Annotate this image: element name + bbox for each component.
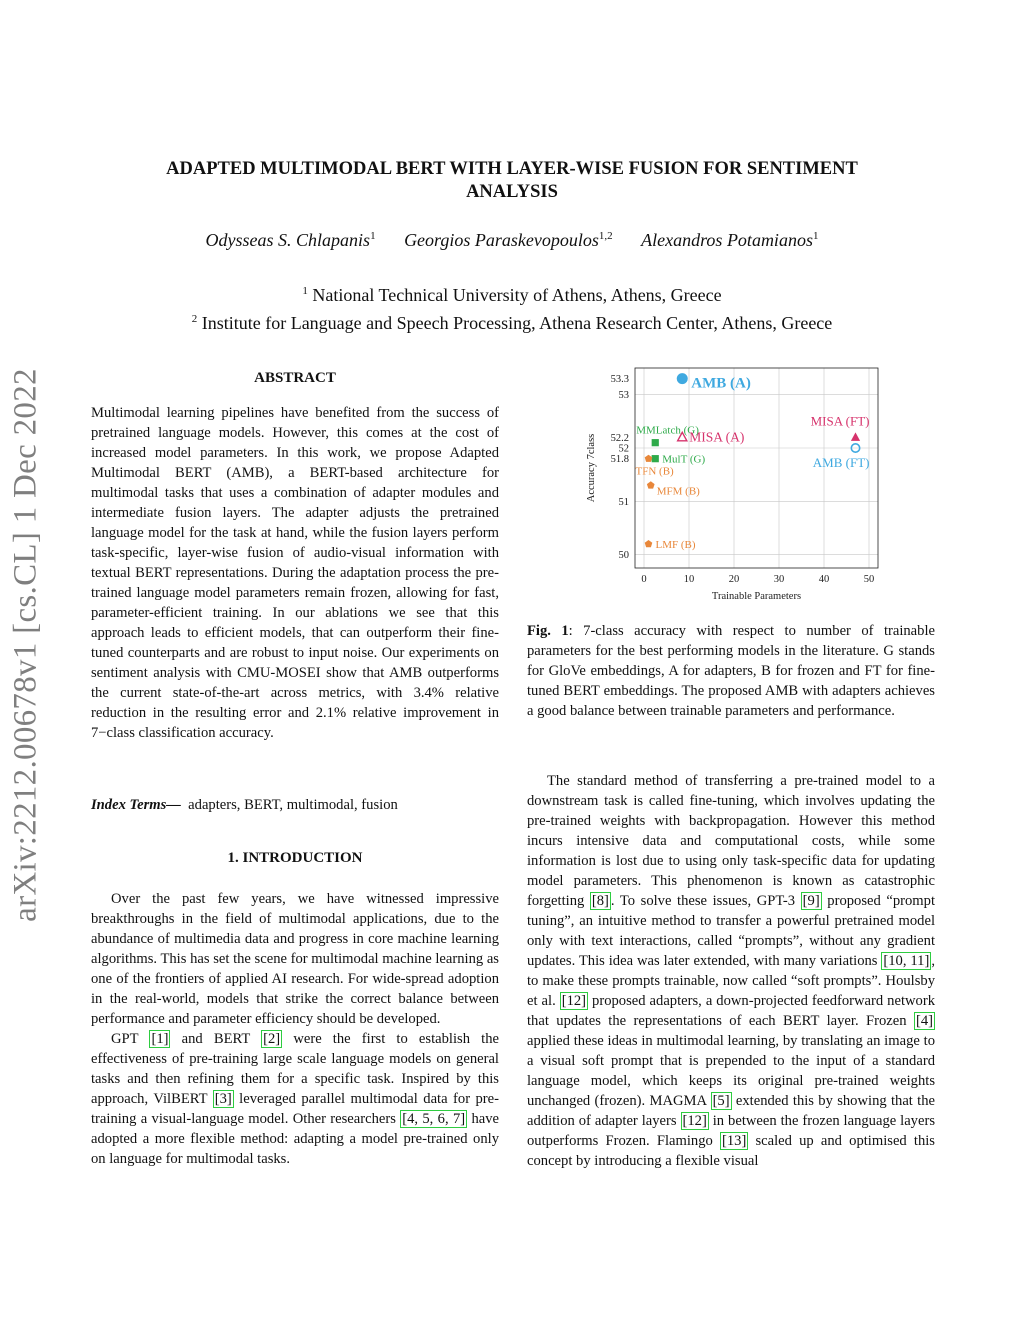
citation-link[interactable]: [4, 5, 6, 7]: [402, 1111, 466, 1127]
intro-heading: 1. INTRODUCTION: [227, 850, 363, 866]
citation-link[interactable]: [3]: [214, 1091, 232, 1107]
data-point-label: MFM (B): [656, 485, 700, 498]
affiliation: $^2$ Institute for Language and Speech Processing, Athena Research Center, Athens, Greece: [191, 313, 833, 333]
author: Odysseas S. Chlapanis$^1$: [205, 230, 376, 250]
x-tick-label: 10: [683, 574, 695, 585]
abstract-text: Multimodal learning pipelines have benefited from the success of pretrained language models. However, this comes at the cost of increased model parameters. In this work, we propose Adapted Multimodal BERT (AMB), a BERT-based architecture for multimodal tasks that uses a combination of adapter modules and intermediate fusion layers. The adapter adjusts the pretrained language model for the task at hand, while the fusion layers perform task-specific, layer-wise fusion of audio-visual information with textual BERT representations. During the adaptation process the pre-trained language model parameters remain frozen, allowing for fast, parameter-efficient training. In our ablations we see that this approach leads to efficient models, that can outperform their fine-tuned counterparts and are robust to input noise. Our experiments on sentiment analysis with CMU-MOSEI show that AMB outperforms the current state-of-the-art across metrics, with 3.4% relative reduction in the resulting error and 2.1% relative improvement in 7−class classification accuracy.: [91, 405, 499, 741]
figure-caption: Fig. 1: 7-class accuracy with respect to number of trainable parameters for the best performing models in the literature. G stands for GloVe embeddings, A for adapters, B for frozen and FT for fine-tuned BERT embeddings. The proposed AMB with adapters achieves a good balance between trainable parameters and performance.: [527, 623, 935, 719]
citation-link[interactable]: [8]: [591, 893, 609, 909]
data-point: [652, 439, 659, 446]
affiliation: $^1$ National Technical University of Athens, Athens, Greece: [302, 285, 722, 305]
citation-link[interactable]: [9]: [802, 893, 820, 909]
y-tick-label: 52: [618, 443, 629, 455]
arxiv-watermark: arXiv:2212.00678v1 [cs.CL] 1 Dec 2022: [7, 368, 44, 922]
intro-body: [91, 889, 499, 1169]
citation-link[interactable]: [1]: [151, 1031, 169, 1047]
x-tick-label: 50: [863, 574, 875, 585]
data-point: [677, 373, 688, 384]
intro-paragraph-2: GPT [1] and BERT [2] were the first to establish the effectiveness of pre-training large scale language models on general tasks and then refining them for a specific task. Inspired by this approach, VilBERT [3] leveraged parallel multimodal data for pre-training a visual-language model. Other researchers [4, 5, 6, 7] have adopted a more flexible method: adapting a model pre-trained only on language for multimodal tasks.: [91, 1031, 500, 1167]
data-point: [851, 432, 860, 441]
x-tick-label: 40: [818, 574, 830, 585]
author: Alexandros Potamianos$^1$: [641, 230, 819, 250]
y-tick-label: 51.8: [610, 454, 629, 466]
index-terms: Index Terms— adapters, BERT, multimodal, fusion: [91, 797, 398, 813]
y-tick-label: 53: [618, 390, 629, 402]
citation-link[interactable]: [10, 11]: [883, 953, 930, 969]
data-point-label: MISA (A): [689, 429, 745, 445]
data-point: [652, 455, 659, 462]
x-tick-label: 20: [728, 574, 740, 585]
paper-title: ADAPTED MULTIMODAL BERT WITH LAYER-WISE FUSION FOR SENTIMENT ANALYSIS: [166, 159, 858, 202]
y-tick-label: 51: [618, 496, 629, 508]
y-tick-label: 53.3: [610, 374, 629, 386]
x-tick-label: 0: [641, 574, 647, 585]
data-point-label: TFN (B): [635, 465, 674, 478]
y-axis-label: Accuracy 7class: [586, 433, 597, 503]
intro-paragraph-1: Over the past few years, we have witnessed impressive breakthroughs in the field of multimodal applications, due to the abundance of multimedia data and progress in core machine learning algorithms. This has set the scene for multimodal machine learning as one of the frontiers of applied AI research. For wide-spread adoption in the real-world, models that strike the correct balance between performance and parameter efficiency should be developed.: [91, 891, 499, 1027]
citation-link[interactable]: [12]: [682, 1113, 707, 1129]
x-axis-label: Trainable Parameters: [711, 591, 802, 602]
data-point: [645, 455, 653, 462]
citation-link[interactable]: [12]: [561, 993, 587, 1009]
citation-link[interactable]: [2]: [263, 1031, 281, 1047]
author-list: [100, 230, 924, 251]
data-point-label: MulT (G): [662, 453, 706, 466]
abstract-heading: ABSTRACT: [254, 370, 336, 386]
y-tick-label: 50: [618, 550, 629, 562]
author: Georgios Paraskevopoulos$^{1,2}$: [404, 230, 613, 250]
accuracy-vs-params-chart: [580, 362, 890, 607]
data-point-label: MISA (FT): [810, 413, 870, 429]
data-point-label: AMB (FT): [812, 455, 870, 470]
paragraph: The standard method of transferring a pre-trained model to a downstream task is called fine-tuning, which involves updating the pre-trained weights with backpropagation. However this method incurs intensive data and computational costs, while some information is lost due to using only task-specific data for updating model parameters. This phenomenon is known as catastrophic forgetting [8] . To solve these issues, GPT-3 [9] proposed “prompt tuning”, an intuitive method to transfer a powerful pretrained model only with text interactions, called “prompts”, without any gradient updates. This idea was later extended, with many variations [10, 11] , to make these prompts trainable, now called “soft prompts”. Houlsby et al. [12] proposed adapters, a down-projected feedforward network that updates the representations of each BERT layer. Frozen [4] applied these ideas in multimodal learning, by translating an image to a visual soft prompt that is prepended to the input of a standard language model, which keeps its original pre-trained weights unchanged (frozen). MAGMA [5] extended this by showing that the addition of adapter layers [12] in between the frozen language layers outperforms Frozen. Flamingo [13] scaled up and optimised this concept by introducing a flexible visual: [527, 773, 936, 1169]
citation-link[interactable]: [13]: [721, 1133, 747, 1149]
x-tick-label: 30: [773, 574, 785, 585]
affiliations: [80, 279, 944, 335]
citation-link[interactable]: [4]: [915, 1013, 933, 1029]
data-point: [647, 481, 655, 488]
data-point-label: AMB (A): [691, 375, 751, 392]
y-tick-label: 52.2: [610, 432, 629, 444]
data-point-label: LMF (B): [655, 539, 696, 551]
data-point: [645, 540, 653, 547]
data-point-label: MMLatch (G): [636, 424, 699, 437]
right-column-text: [527, 771, 935, 1171]
citation-link[interactable]: [5]: [712, 1093, 730, 1109]
